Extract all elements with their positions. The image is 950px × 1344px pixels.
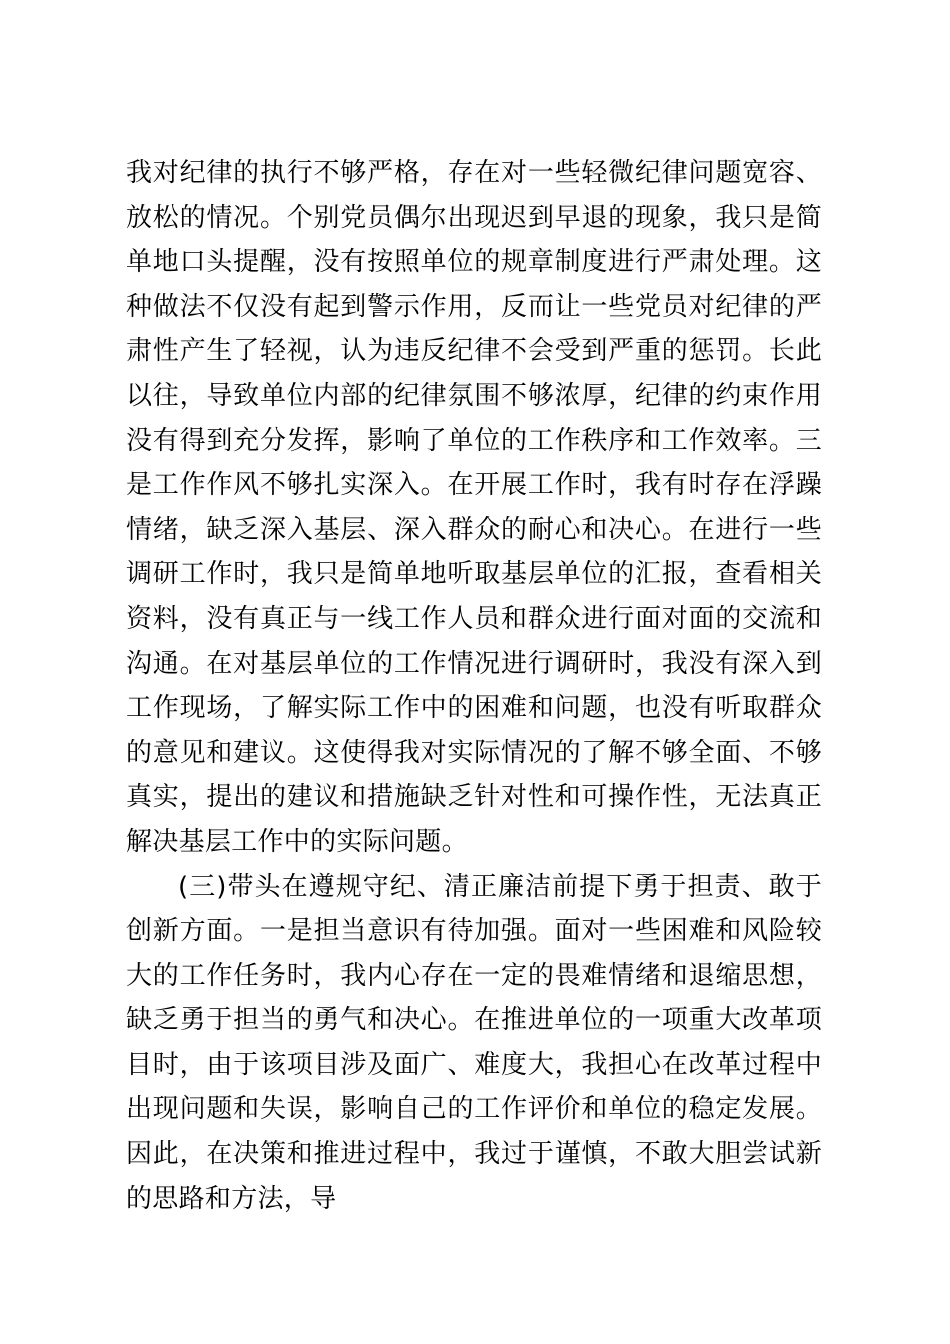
document-body [126,151,822,1221]
paragraph-section-three-responsibility-innovation: (三)带头在遵规守纪、清正廉洁前提下勇于担责、敢于创新方面。一是担当意识有待加强。面对一些困难和风险较大的工作任务时，我内心存在一定的畏难情绪和退缩思想，缺乏勇于担当的勇气和决心。在推进单位的一项重大改革项目时，由于该项目涉及面广、难度大，我担心在改革过程中出现问题和失误，影响自己的工作评价和单位的稳定发展。因此，在决策和推进过程中，我过于谨慎，不敢大胆尝试新的思路和方法，导 [126,871,822,1214]
paragraph-discipline-and-work-style: 我对纪律的执行不够严格，存在对一些轻微纪律问题宽容、放松的情况。个别党员偶尔出现迟到早退的现象，我只是简单地口头提醒，没有按照单位的规章制度进行严肃处理。这种做法不仅没有起到警示作用，反而让一些党员对纪律的严肃性产生了轻视，认为违反纪律不会受到严重的惩罚。长此以往，导致单位内部的纪律氛围不够浓厚，纪律的约束作用没有得到充分发挥，影响了单位的工作秩序和工作效率。三是工作作风不够扎实深入。在开展工作时，我有时存在浮躁情绪，缺乏深入基层、深入群众的耐心和决心。在进行一些调研工作时，我只是简单地听取基层单位的汇报，查看相关资料，没有真正与一线工作人员和群众进行面对面的交流和沟通。在对基层单位的工作情况进行调研时，我没有深入到工作现场，了解实际工作中的困难和问题，也没有听取群众的意见和建议。这使得我对实际情况的了解不够全面、不够真实，提出的建议和措施缺乏针对性和可操作性，无法真正解决基层工作中的实际问题。 [126,158,822,857]
